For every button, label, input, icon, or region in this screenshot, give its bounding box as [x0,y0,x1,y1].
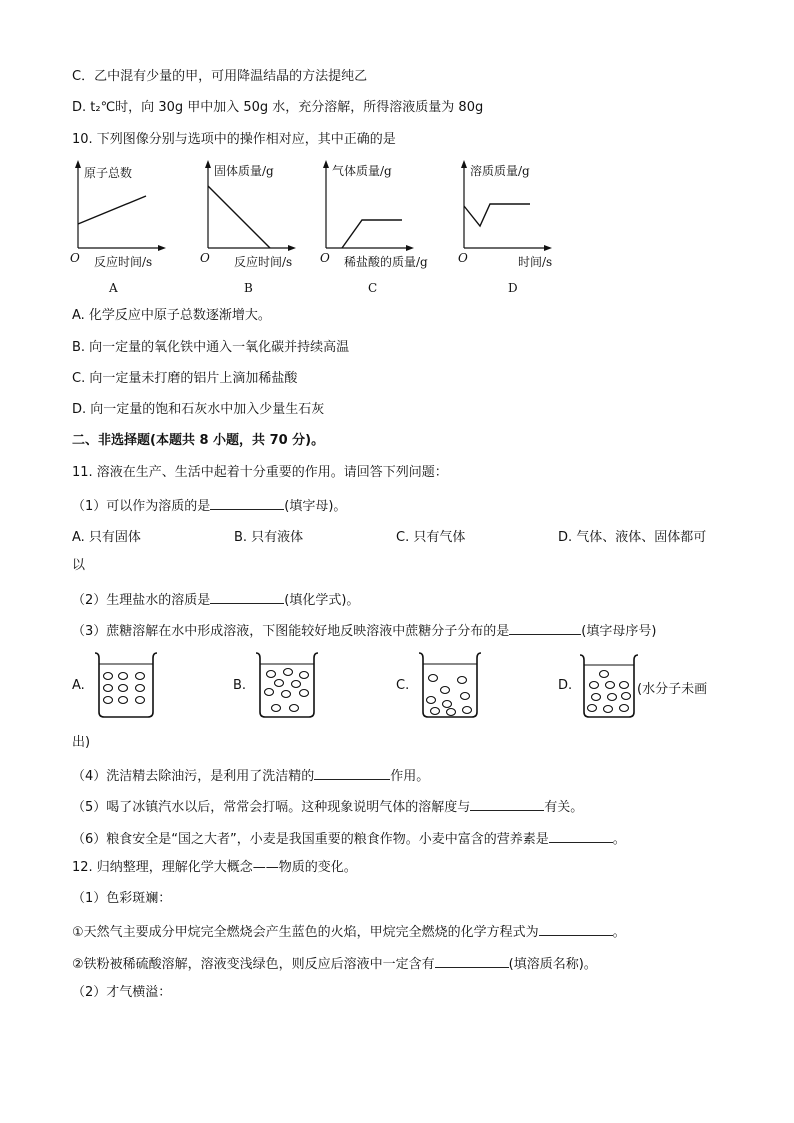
answer-blank[interactable] [539,921,613,936]
graph-c-xlabel: 稀盐酸的质量/g [344,255,428,269]
beaker-c-icon [417,650,483,720]
q11-choice-a: A. 只有固体 [72,530,141,545]
q12-sub2 [72,953,597,974]
q11-stem: 11. 溶液在生产、生活中起着十分重要的作用。请回答下列问题： [72,465,448,480]
q11-part3-suffix: (填字母序号) [581,624,657,639]
graph-a-ylabel: 原子总数 [84,166,133,180]
graph-a [66,158,176,298]
beaker-b-icon [254,650,320,720]
graph-d-xlabel: 时间/s [518,255,553,269]
graph-d-letter: D [508,281,518,295]
q11-part1-suffix: (填字母)。 [284,499,347,514]
q11-part3-text: （3）蔗糖溶解在水中形成溶液，下图能较好地反映溶液中蔗糖分子分布的是 [72,624,510,639]
q10-stem: 10. 下列图像分别与选项中的操作相对应，其中正确的是 [72,132,396,147]
graph-a-letter: A [109,281,118,295]
graph-d-origin: O [458,251,468,265]
graph-b-origin: O [200,251,210,265]
graph-c-origin: O [320,251,330,265]
graph-d-ylabel: 溶质质量/g [470,164,530,178]
q12-stem: 12. 归纳整理，理解化学大概念——物质的变化。 [72,860,357,875]
q11-choice-b: B. 只有液体 [234,530,304,545]
graph-c-ylabel: 气体质量/g [332,164,392,178]
graph-a-line [78,196,146,224]
q11-part6 [72,828,626,849]
graph-b-xlabel: 反应时间/s [234,255,293,269]
q11-part2 [72,589,359,610]
beaker-note: (水分子未画 [637,682,708,697]
q11-part4 [72,765,429,786]
q11-choice-d-wrap: 以 [72,558,86,573]
beaker-a-icon [93,650,159,720]
q12-sub1-suffix: 。 [612,925,626,940]
q11-choice-c: C. 只有气体 [396,530,466,545]
q9-option-d: D. t₂℃时，向 30g 甲中加入 50g 水，充分溶解，所得溶液质量为 80g [72,100,484,115]
graph-b [196,158,306,298]
q11-part3 [72,620,656,641]
q11-part5-suffix: 有关。 [544,800,584,815]
answer-blank[interactable] [549,828,613,843]
graph-d [452,158,562,298]
q12-part2: （2）才气横溢： [72,985,172,1000]
q12-sub1-text: ①天然气主要成分甲烷完全燃烧会产生蓝色的火焰，甲烷完全燃烧的化学方程式为 [72,925,539,940]
graph-c-line [342,220,402,248]
q11-part1-text: （1）可以作为溶质的是 [72,499,211,514]
q11-part2-text: （2）生理盐水的溶质是 [72,593,211,608]
answer-blank[interactable] [210,495,284,510]
q11-part4-suffix: 作用。 [390,769,430,784]
graph-c-letter: C [368,281,378,295]
graph-b-letter: B [244,281,253,295]
answer-blank[interactable] [435,953,509,968]
graph-c [314,158,454,298]
graph-a-xlabel: 反应时间/s [94,255,153,269]
graph-a-origin: O [70,251,80,265]
q11-part4-text: （4）洗洁精去除油污，是利用了洗洁精的 [72,769,315,784]
answer-blank[interactable] [470,796,544,811]
q10-option-d: D. 向一定量的饱和石灰水中加入少量生石灰 [72,402,325,417]
graph-b-line [208,186,270,248]
answer-blank[interactable] [314,765,390,780]
q12-sub2-text: ②铁粉被稀硫酸溶解，溶液变浅绿色，则反应后溶液中一定含有 [72,957,435,972]
q12-sub2-suffix: (填溶质名称)。 [508,957,597,972]
q9-option-c: C．乙中混有少量的甲，可用降温结晶的方法提纯乙 [72,69,368,84]
graph-d-line [464,204,530,226]
answer-blank[interactable] [509,620,581,635]
q10-option-a: A. 化学反应中原子总数逐渐增大。 [72,308,271,323]
q11-part5-text: （5）喝了冰镇汽水以后，常常会打嗝。这种现象说明气体的溶解度与 [72,800,471,815]
beaker-label-a: A. [72,678,85,693]
q11-part6-text: （6）粮食安全是“国之大者”，小麦是我国重要的粮食作物。小麦中富含的营养素是 [72,832,549,847]
beaker-note-wrap: 出) [72,735,91,750]
section-header: 二、非选择题(本题共 8 小题，共 70 分)。 [72,433,325,448]
q12-part1: （1）色彩斑斓： [72,891,172,906]
graph-b-ylabel: 固体质量/g [214,164,274,178]
beaker-label-c: C. [396,678,410,693]
q12-sub1 [72,921,626,942]
q10-option-c: C. 向一定量未打磨的铝片上滴加稀盐酸 [72,371,298,386]
q11-part2-suffix: (填化学式)。 [284,593,360,608]
q11-part1 [72,495,346,516]
q10-option-b: B. 向一定量的氧化铁中通入一氧化碳并持续高温 [72,340,350,355]
beaker-d-icon [578,652,640,720]
q11-part5 [72,796,583,817]
beaker-label-b: B. [233,678,247,693]
q11-choice-d: D. 气体、液体、固体都可 [558,530,707,545]
beaker-label-d: D. [558,678,573,693]
answer-blank[interactable] [210,589,284,604]
q11-part6-suffix: 。 [612,832,626,847]
